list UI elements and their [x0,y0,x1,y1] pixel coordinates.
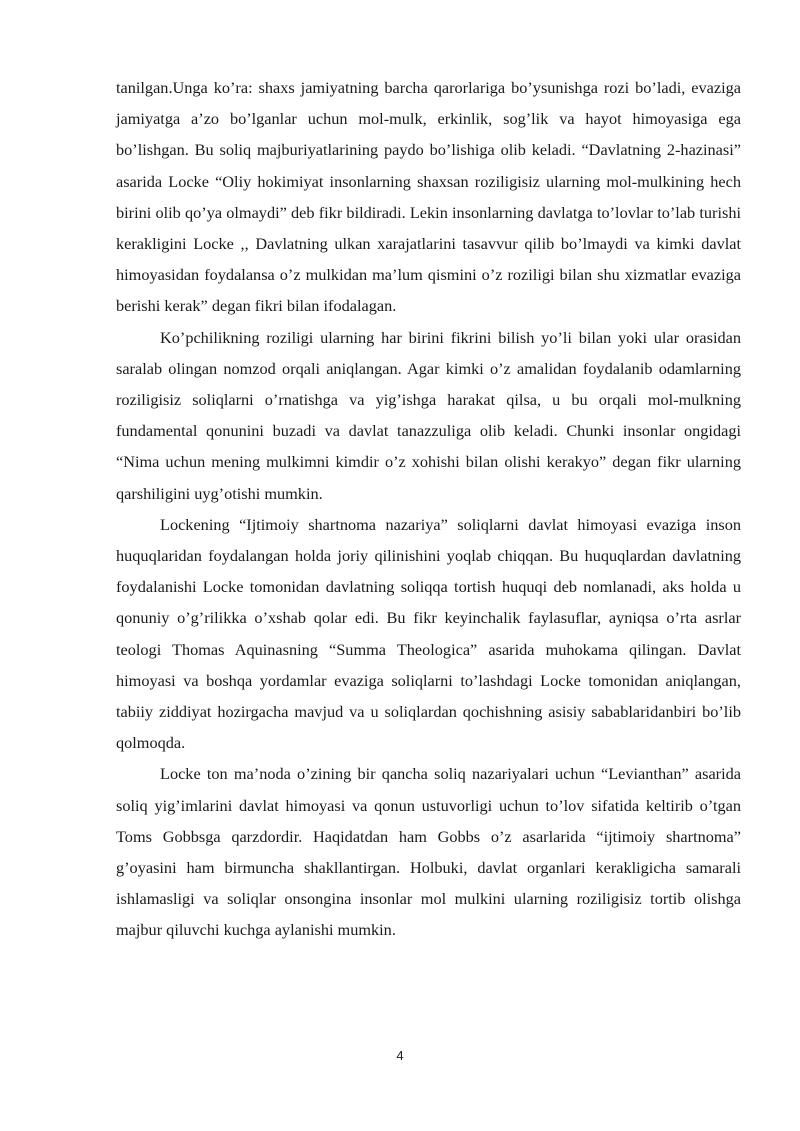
body-text [116,72,741,946]
paragraph-2: Ko’pchilikning roziligi ularning har birini fikrini bilish yo’li bilan yoki ular orasidan saralab olingan nomzod orqali aniqlangan. Agar kimki o’z amalidan foydalanib odamlarning roziligisiz soliqlarni o’rnatishga va yig’ishga harakat qilsa, u bu orqali mol-mulkning fundamental qonunini buzadi va davlat tanazzuliga olib keladi. Chunki insonlar ongidagi “Nima uchun mening mulkimni kimdir o’z xohishi bilan olishi kerakyo” degan fikr ularning qarshiligini uyg’otishi mumkin. [116,327,741,503]
paragraph-1: tanilgan.Unga ko’ra: shaxs jamiyatning barcha qarorlariga bo’ysunishga rozi bo’ladi, evaziga jamiyatga a’zo bo’lganlar uchun mol-mulk, erkinlik, sog’lik va hayot himoyasiga ega bo’lishgan. Bu soliq majburiyatlarining paydo bo’lishiga olib keladi. “Davlatning 2-hazinasi” asarida Locke “Oliy hokimiyat insonlarning shaxsan roziligisiz ularning mol-mulkining hech birini olib qo’ya olmaydi” deb fikr bildiradi. Lekin insonlarning davlatga to’lovlar to’lab turishi kerakligini Locke ,, Davlatning ulkan xarajatlarini tasavvur qilib bo’lmaydi va kimki davlat himoyasidan foydalansa o’z mulkidan ma’lum qismini o’z roziligi bilan shu xizmatlar evaziga berishi kerak” degan fikri bilan ifodalagan. [116,78,741,316]
paragraph-4: Locke ton ma’noda o’zining bir qancha soliq nazariyalari uchun “Levianthan” asarida soliq yig’imlarini davlat himoyasi va qonun ustuvorligi uchun to’lov sifatida keltirib o’tgan Toms Gobbsga qarzdordir. Haqidatdan ham Gobbs o’z asarlarida “ijtimoiy shartnoma” g’oyasini ham birmuncha shakllantirgan. Holbuki, davlat organlari kerakligicha samarali ishlamasligi va soliqlar onsongina insonlar mol mulkini ularning roziligisiz tortib olishga majbur qiluvchi kuchga aylanishi mumkin. [116,764,741,940]
paragraph-3: Lockening “Ijtimoiy shartnoma nazariya” soliqlarni davlat himoyasi evaziga inson huquqlaridan foydalangan holda joriy qilinishini yoqlab chiqqan. Bu huquqlardan davlatning foydalanishi Locke tomonidan davlatning soliqqa tortish huquqi deb nomlanadi, aks holda u qonuniy o’g’rilikka o’xshab qolar edi. Bu fikr keyinchalik faylasuflar, ayniqsa o’rta asrlar teologi Thomas Aquinasning “Summa Theologica” asarida muhokama qilingan. Davlat himoyasi va boshqa yordamlar evaziga soliqlarni to’lashdagi Locke tomonidan aniqlangan, tabiiy ziddiyat hozirgacha mavjud va u soliqlardan qochishning asisiy sabablaridanbiri bo’lib qolmoqda. [116,514,741,753]
page-number: 4 [396,1048,404,1063]
